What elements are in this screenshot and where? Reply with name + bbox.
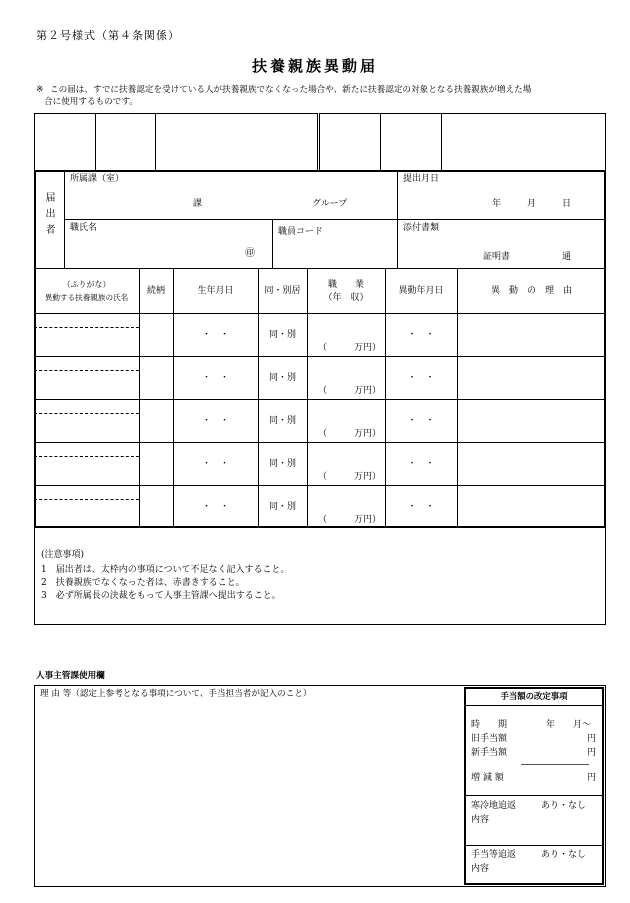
row-cohabitation: 同・別: [268, 502, 296, 512]
employee-code-label: 職員コード: [278, 227, 324, 237]
row-change-date: ・ ・: [407, 373, 435, 383]
col-income: （年 収）: [323, 293, 369, 303]
approval-boxes-right: [319, 113, 606, 171]
other-allowance-label: 手当等追返: [471, 850, 517, 860]
old-amount-yen: 円: [587, 734, 597, 744]
cold-region-content: 内容: [471, 815, 490, 825]
note-line-1: この届は、すでに扶養認定を受けている人が扶養親族でなくなった場合や、新たに扶養認定の対象となる扶養親族が増えた場: [50, 85, 532, 95]
attachment-label: 添付書類: [403, 223, 440, 233]
row-birth-date: ・ ・: [201, 502, 229, 512]
new-amount-label: 新手当額: [471, 748, 508, 758]
revision-title: 手当額の改定事項: [500, 691, 568, 701]
period-label: 時 期: [471, 720, 508, 730]
row-cohabitation: 同・別: [268, 416, 296, 426]
copies-unit: 通: [562, 252, 572, 262]
col-occupation: 職 業: [327, 280, 364, 290]
row-cohabitation: 同・別: [268, 330, 296, 340]
row-birth-date: ・ ・: [201, 459, 229, 469]
col-dependent-name: 異動する扶養親族の氏名: [44, 293, 129, 302]
row-change-date: ・ ・: [407, 459, 435, 469]
certificate-unit: 証明書: [483, 252, 511, 262]
row-change-date: ・ ・: [407, 502, 435, 512]
notes-box: [34, 527, 606, 625]
approval-boxes-left: [34, 113, 318, 171]
row-income: （ 万円）: [318, 515, 382, 525]
month-unit: 月: [527, 199, 537, 209]
col-cohabitation: 同・別居: [264, 286, 301, 296]
day-unit: 日: [562, 199, 572, 209]
row-birth-date: ・ ・: [201, 373, 229, 383]
notes-heading: (注意事項): [41, 550, 85, 560]
ka-unit: 課: [193, 199, 203, 209]
note-mark: ※: [36, 85, 44, 95]
col-change-date: 異動年月日: [398, 286, 444, 296]
row-income: （ 万円）: [318, 386, 382, 396]
col-change-reason: 異 動 の 理 由: [490, 286, 572, 296]
note-line-2: 合に使用するものです。: [44, 97, 138, 107]
new-amount-yen: 円: [587, 748, 597, 758]
row-change-date: ・ ・: [407, 330, 435, 340]
hr-reason-label: 理 由 等（認定上参考となる事項について、手当担当者が記入のこと）: [40, 689, 312, 699]
submit-date-label: 提出月日: [403, 174, 440, 184]
group-unit: グループ: [312, 199, 348, 209]
row-income: （ 万円）: [318, 472, 382, 482]
name-label: 職氏名: [70, 223, 98, 233]
applicant-label: 届出者: [43, 192, 54, 240]
other-allowance-choice: あり・なし: [541, 850, 587, 860]
row-cohabitation: 同・別: [268, 459, 296, 469]
period-value: 年 月〜: [546, 720, 592, 730]
col-birth-date: 生年月日: [197, 286, 234, 296]
dept-label: 所属課（室）: [70, 174, 125, 184]
row-income: （ 万円）: [318, 343, 382, 353]
notes-item: 3 必ず所属長の決裁をもって人事主管課へ提出すること。: [41, 591, 281, 601]
row-income: （ 万円）: [318, 429, 382, 439]
other-allowance-content: 内容: [471, 864, 490, 874]
diff-label: 増 減 額: [471, 773, 504, 783]
cold-region-choice: あり・なし: [541, 801, 587, 811]
year-unit: 年: [492, 199, 502, 209]
form-number: 第２号様式（第４条関係）: [36, 29, 180, 42]
diff-yen: 円: [587, 773, 597, 783]
notes-item: 1 届出者は、太枠内の事項について不足なく記入すること。: [41, 565, 290, 575]
hr-section-label: 人事主管課使用欄: [36, 671, 105, 681]
cold-region-label: 寒冷地追返: [471, 801, 517, 811]
seal-mark: ㊞: [245, 248, 255, 259]
row-birth-date: ・ ・: [201, 416, 229, 426]
row-birth-date: ・ ・: [201, 330, 229, 340]
page-title: 扶養親族異動届: [251, 57, 378, 75]
notes-item: 2 扶養親族でなくなった者は、赤書きすること。: [41, 578, 245, 588]
col-relation: 続柄: [146, 286, 165, 296]
old-amount-label: 旧手当額: [471, 734, 508, 744]
row-cohabitation: 同・別: [268, 373, 296, 383]
row-change-date: ・ ・: [407, 416, 435, 426]
col-furigana: （ふりがな）: [62, 280, 111, 289]
